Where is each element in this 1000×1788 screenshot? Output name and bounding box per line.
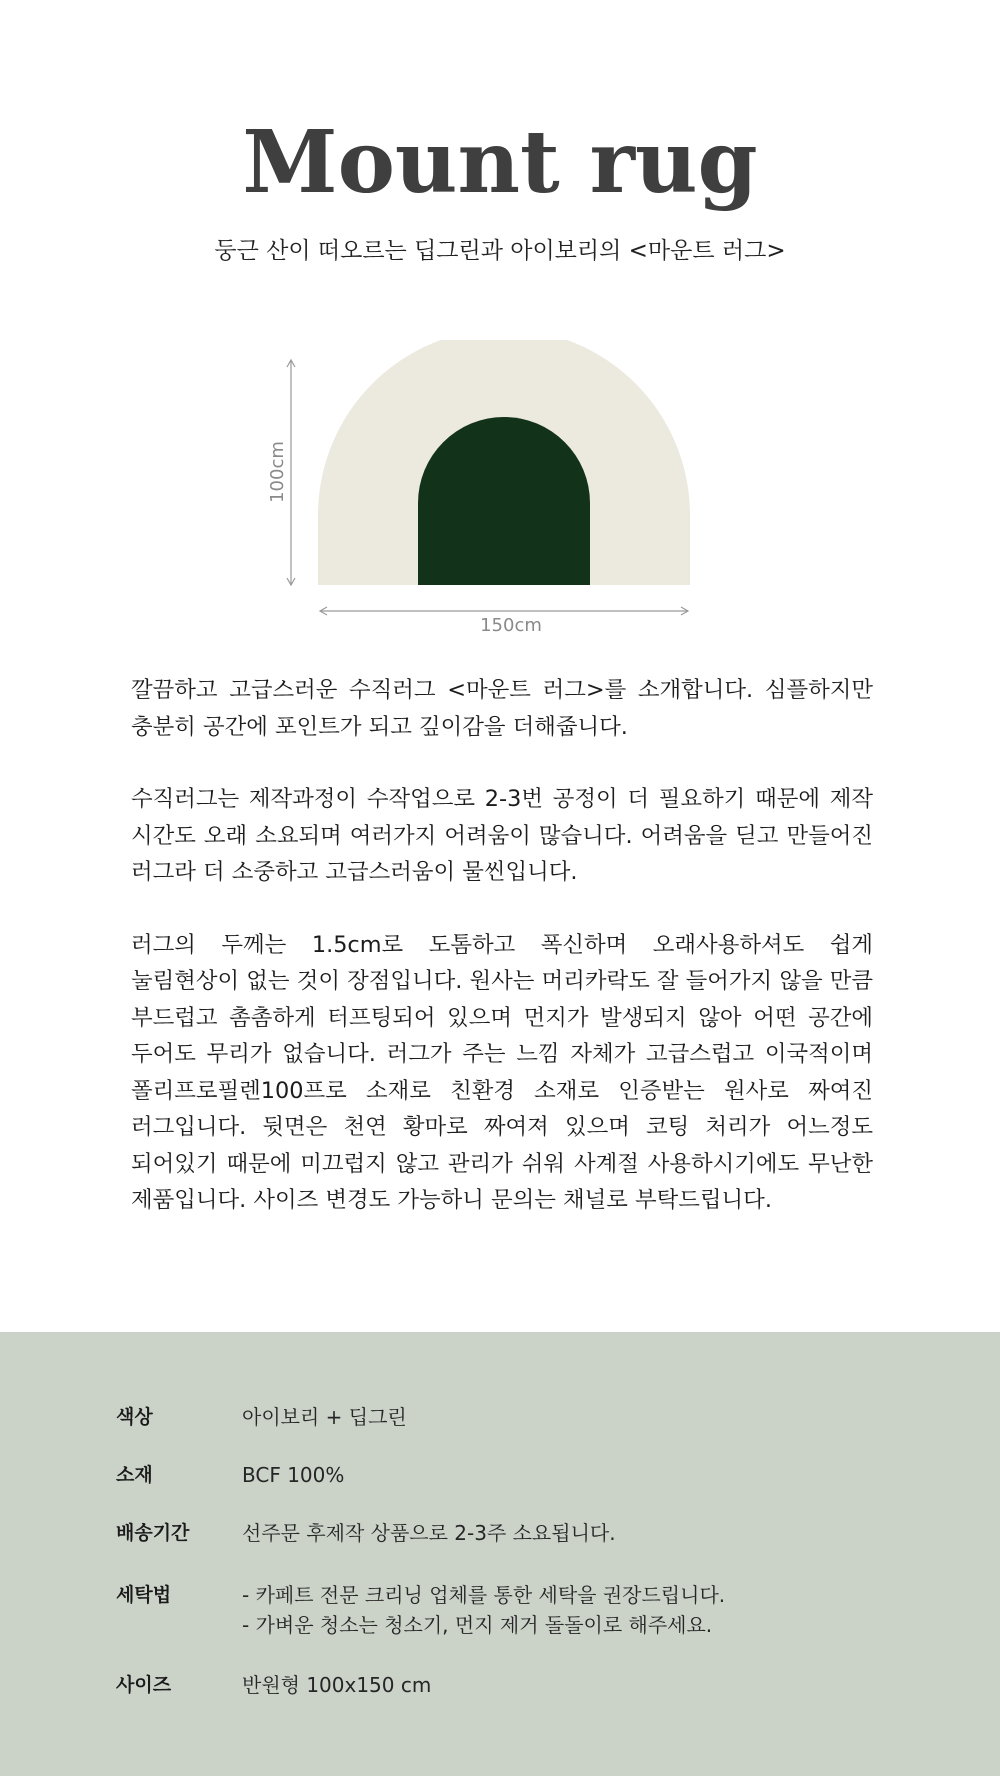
spec-label: 사이즈 xyxy=(116,1674,172,1696)
width-label: 150cm xyxy=(480,615,542,636)
spec-value: BCF 100% xyxy=(242,1463,345,1487)
description-paragraph: 깔끔하고 고급스러운 수직러그 <마운트 러그>를 소개합니다. 심플하지만 충분히 공간에 포인트가 되고 깊이감을 더해줍니다. xyxy=(131,677,873,740)
spec-label: 색상 xyxy=(116,1406,153,1428)
spec-value: - 카페트 전문 크리닝 업체를 통한 세탁을 권장드립니다. xyxy=(242,1583,726,1607)
spec-label: 소재 xyxy=(116,1464,153,1486)
height-label: 100cm xyxy=(267,441,288,503)
rug-inner-shape xyxy=(418,417,590,585)
spec-value: 반원형 100x150 cm xyxy=(242,1673,432,1697)
spec-label: 배송기간 xyxy=(116,1522,190,1544)
spec-table xyxy=(0,1332,1000,1776)
product-description xyxy=(131,672,873,1255)
spec-value: 아이보리 + 딥그린 xyxy=(242,1405,407,1429)
spec-label: 세탁법 xyxy=(116,1584,172,1606)
page-subtitle: 둥근 산이 떠오르는 딥그린과 아이보리의 <마운트 러그> xyxy=(214,238,786,264)
description-paragraph: 러그의 두께는 1.5cm로 도톰하고 폭신하며 오래사용하셔도 쉽게 눌림현상이 없는 것이 장점입니다. 원사는 머리카락도 잘 들어가지 않을 만큼 부드럽고 촘촘하게 터프팅되어 있으며 먼지가 발생되지 않아 어떤 공간에 두어도 무리가 없습니다. 러그가 주는 느낌 자체가 고급스럽고 이국적이며 폴리프로필렌100프로 소재로 친환경 소재로 인증받는 원사로 짜여진 러그입니다. 뒷면은 천연 황마로 짜여져 있으며 코팅 처리가 어느정도 되어있기 때문에 미끄럽지 않고 관리가 쉬워 사계절 사용하시기에도 무난한 제품입니다. 사이즈 변경도 가능하니 문의는 채널로 부탁드립니다. xyxy=(131,931,873,1213)
page-title: Mount rug xyxy=(242,112,758,213)
height-dimension-line xyxy=(287,360,295,585)
rug-diagram xyxy=(0,340,1000,640)
description-paragraph: 수직러그는 제작과정이 수작업으로 2-3번 공정이 더 필요하기 때문에 제작 시간도 오래 소요되며 여러가지 어려움이 많습니다. 어려움을 딛고 만들어진 러그라 더 소중하고 고급스러움이 물씬입니다. xyxy=(131,786,873,885)
width-dimension-line xyxy=(320,607,688,615)
spec-value: 선주문 후제작 상품으로 2-3주 소요됩니다. xyxy=(242,1521,616,1545)
spec-value: - 가벼운 청소는 청소기, 먼지 제거 돌돌이로 해주세요. xyxy=(242,1613,713,1637)
